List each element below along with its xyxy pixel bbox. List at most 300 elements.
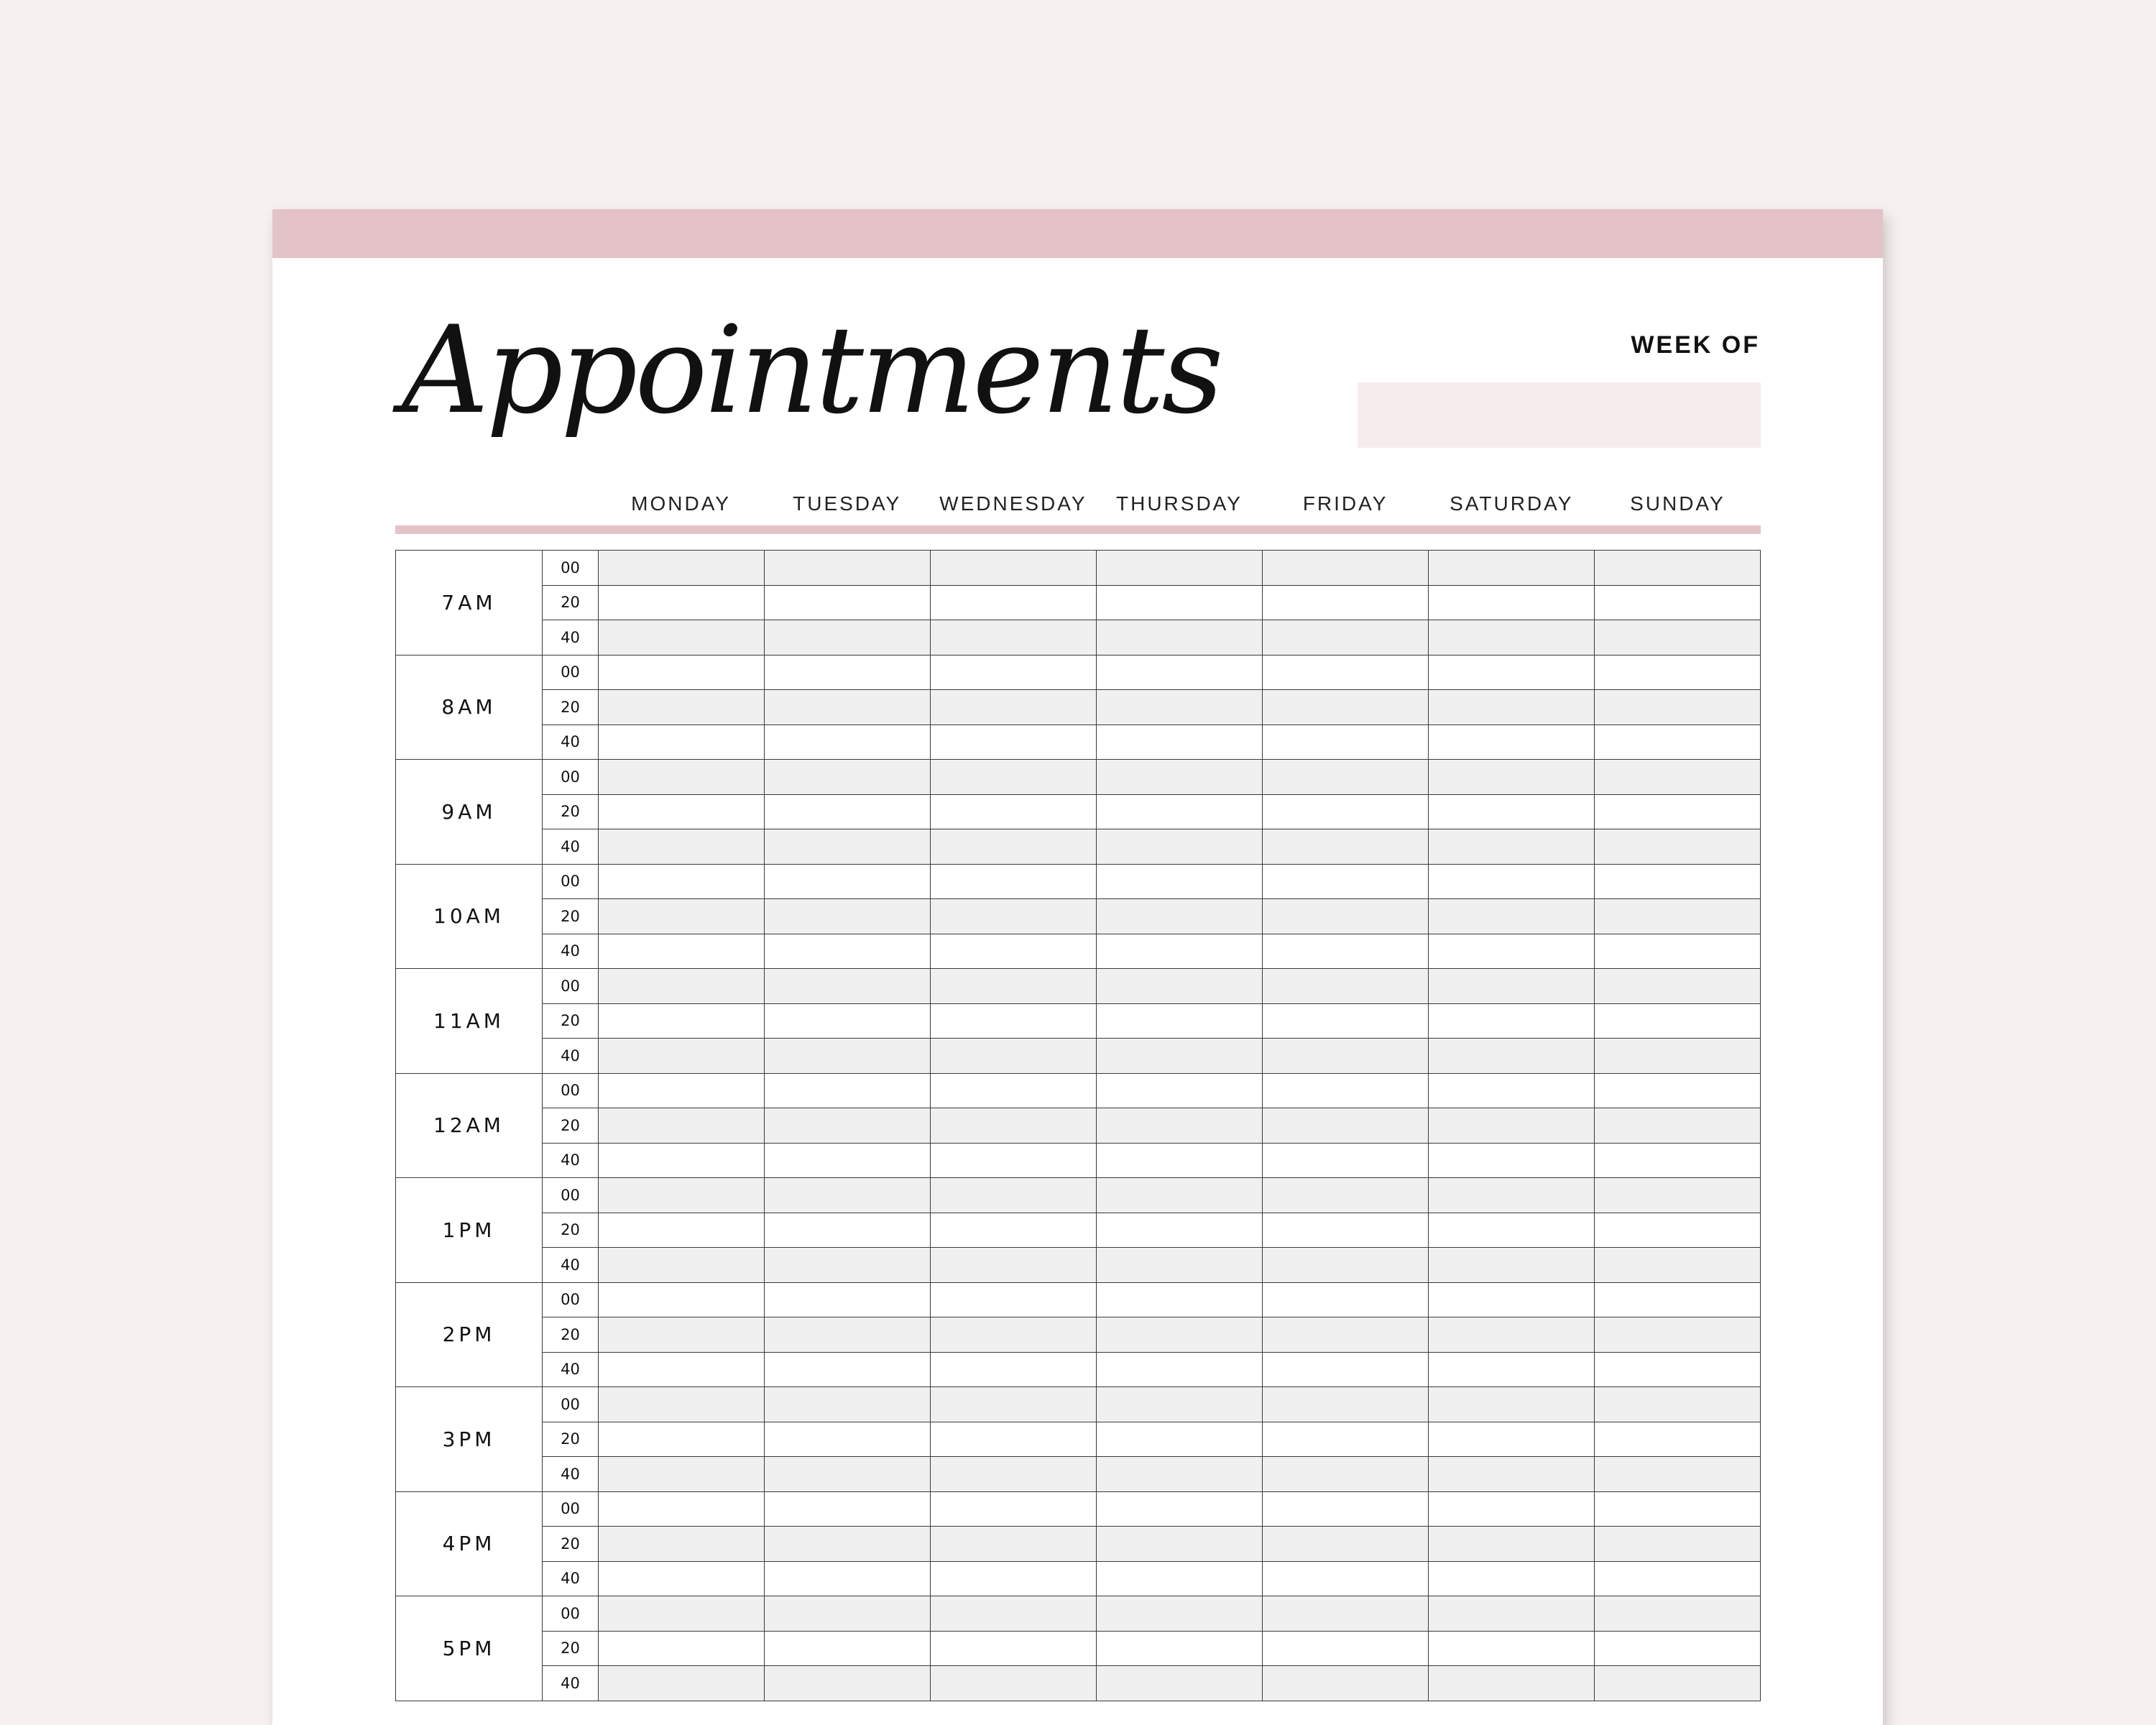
appointment-cell-tuesday[interactable] [765,794,931,829]
time-slot-row [396,1282,1761,1317]
appointment-cell-saturday[interactable] [1429,585,1595,620]
appointment-cell-wednesday[interactable] [931,1422,1097,1457]
appointment-cell-sunday[interactable] [1595,829,1761,865]
appointment-cell-monday[interactable] [599,1422,765,1457]
appointment-cell-monday[interactable] [599,1596,765,1632]
appointment-cell-monday[interactable] [599,1491,765,1527]
appointment-cell-tuesday[interactable] [765,1108,931,1144]
appointment-cell-thursday[interactable] [1097,1422,1263,1457]
appointment-cell-friday[interactable] [1263,1666,1429,1701]
time-slot-row [396,1317,1761,1353]
appointment-cell-monday[interactable] [599,620,765,656]
minute-label: 00 [543,1596,599,1632]
appointment-cell-friday[interactable] [1263,934,1429,969]
appointment-cell-thursday[interactable] [1097,1666,1263,1701]
hour-label: 4PM [396,1491,543,1596]
appointment-cell-friday[interactable] [1263,1527,1429,1562]
minute-label: 20 [543,1422,599,1457]
appointment-cell-saturday[interactable] [1429,1178,1595,1213]
appointment-cell-wednesday[interactable] [931,585,1097,620]
appointment-cell-tuesday[interactable] [765,1178,931,1213]
minute-label: 00 [543,655,599,690]
appointment-cell-wednesday[interactable] [931,1666,1097,1701]
appointment-cell-friday[interactable] [1263,760,1429,795]
minute-label: 00 [543,1387,599,1422]
appointment-cell-friday[interactable] [1263,1631,1429,1666]
time-slot-row [396,1073,1761,1108]
appointment-cell-monday[interactable] [599,934,765,969]
appointment-cell-monday[interactable] [599,1003,765,1039]
appointment-cell-friday[interactable] [1263,1352,1429,1387]
appointment-cell-friday[interactable] [1263,864,1429,899]
appointment-cell-thursday[interactable] [1097,724,1263,760]
appointment-cell-saturday[interactable] [1429,1213,1595,1248]
appointment-cell-friday[interactable] [1263,1143,1429,1178]
week-of-field[interactable] [1358,382,1761,448]
appointment-cell-friday[interactable] [1263,690,1429,725]
time-slot-row [396,655,1761,690]
appointment-cell-tuesday[interactable] [765,1143,931,1178]
appointment-cell-friday[interactable] [1263,899,1429,934]
appointment-cell-sunday[interactable] [1595,1666,1761,1701]
appointment-cell-thursday[interactable] [1097,655,1263,690]
appointment-cell-monday[interactable] [599,551,765,586]
appointment-cell-sunday[interactable] [1595,1527,1761,1562]
appointment-cell-monday[interactable] [599,1073,765,1108]
appointment-cell-sunday[interactable] [1595,585,1761,620]
appointment-cell-tuesday[interactable] [765,1352,931,1387]
appointment-cell-wednesday[interactable] [931,1387,1097,1422]
appointment-cell-thursday[interactable] [1097,1387,1263,1422]
appointment-cell-saturday[interactable] [1429,1631,1595,1666]
minute-label: 20 [543,690,599,725]
appointment-cell-sunday[interactable] [1595,690,1761,725]
appointment-cell-wednesday[interactable] [931,1178,1097,1213]
appointment-cell-monday[interactable] [599,1561,765,1596]
appointment-cell-wednesday[interactable] [931,969,1097,1004]
time-slot-row [396,1213,1761,1248]
appointment-cell-tuesday[interactable] [765,620,931,656]
appointment-cell-thursday[interactable] [1097,1003,1263,1039]
appointment-cell-tuesday[interactable] [765,1457,931,1492]
appointment-cell-tuesday[interactable] [765,1387,931,1422]
hour-label: 2PM [396,1282,543,1387]
appointment-cell-saturday[interactable] [1429,551,1595,586]
appointment-cell-friday[interactable] [1263,724,1429,760]
planner-sheet [272,209,1883,1725]
appointment-cell-saturday[interactable] [1429,1527,1595,1562]
appointment-cell-thursday[interactable] [1097,794,1263,829]
appointment-cell-tuesday[interactable] [765,1039,931,1074]
appointment-cell-tuesday[interactable] [765,1596,931,1632]
appointment-cell-tuesday[interactable] [765,1422,931,1457]
time-slot-row [396,1596,1761,1632]
appointment-cell-sunday[interactable] [1595,1143,1761,1178]
time-slot-row [396,1039,1761,1074]
appointment-cell-thursday[interactable] [1097,585,1263,620]
appointment-cell-sunday[interactable] [1595,1352,1761,1387]
appointment-cell-sunday[interactable] [1595,1039,1761,1074]
appointment-cell-thursday[interactable] [1097,620,1263,656]
minute-label: 00 [543,969,599,1004]
minute-label: 20 [543,1003,599,1039]
appointment-cell-sunday[interactable] [1595,1178,1761,1213]
time-slot-row [396,829,1761,865]
appointment-cell-wednesday[interactable] [931,1491,1097,1527]
appointment-cell-saturday[interactable] [1429,724,1595,760]
minute-label: 40 [543,1457,599,1492]
time-slot-row [396,1491,1761,1527]
minute-label: 40 [543,1352,599,1387]
minute-label: 00 [543,1178,599,1213]
minute-label: 20 [543,794,599,829]
appointment-cell-thursday[interactable] [1097,1352,1263,1387]
time-slot-row [396,899,1761,934]
appointment-cell-saturday[interactable] [1429,1003,1595,1039]
appointment-cell-thursday[interactable] [1097,934,1263,969]
appointment-cell-friday[interactable] [1263,1213,1429,1248]
appointment-cell-friday[interactable] [1263,1003,1429,1039]
day-header-row [598,484,1761,524]
appointment-cell-sunday[interactable] [1595,724,1761,760]
appointment-cell-wednesday[interactable] [931,934,1097,969]
page-title: Appointments [402,300,1221,441]
appointment-cell-sunday[interactable] [1595,899,1761,934]
appointment-cell-sunday[interactable] [1595,1631,1761,1666]
appointment-cell-monday[interactable] [599,1631,765,1666]
appointment-cell-friday[interactable] [1263,969,1429,1004]
appointment-cell-thursday[interactable] [1097,760,1263,795]
appointment-cell-saturday[interactable] [1429,1561,1595,1596]
appointment-cell-thursday[interactable] [1097,1491,1263,1527]
appointment-cell-sunday[interactable] [1595,1491,1761,1527]
appointment-cell-saturday[interactable] [1429,794,1595,829]
appointment-cell-friday[interactable] [1263,620,1429,656]
appointment-cell-sunday[interactable] [1595,969,1761,1004]
appointment-cell-tuesday[interactable] [765,1282,931,1317]
minute-label: 40 [543,934,599,969]
appointment-cell-sunday[interactable] [1595,934,1761,969]
appointment-cell-saturday[interactable] [1429,1039,1595,1074]
appointment-cell-friday[interactable] [1263,1457,1429,1492]
appointment-cell-monday[interactable] [599,1213,765,1248]
appointment-cell-friday[interactable] [1263,1422,1429,1457]
appointment-cell-sunday[interactable] [1595,1108,1761,1144]
appointment-cell-monday[interactable] [599,794,765,829]
appointment-cell-thursday[interactable] [1097,864,1263,899]
appointment-cell-sunday[interactable] [1595,551,1761,586]
appointment-cell-wednesday[interactable] [931,760,1097,795]
appointment-cell-thursday[interactable] [1097,1178,1263,1213]
hour-label: 3PM [396,1387,543,1492]
appointment-cell-thursday[interactable] [1097,1108,1263,1144]
appointment-cell-wednesday[interactable] [931,724,1097,760]
appointment-cell-thursday[interactable] [1097,1457,1263,1492]
appointment-cell-thursday[interactable] [1097,899,1263,934]
appointment-cell-sunday[interactable] [1595,760,1761,795]
minute-label: 20 [543,1317,599,1353]
appointment-cell-tuesday[interactable] [765,1561,931,1596]
appointment-cell-tuesday[interactable] [765,934,931,969]
appointment-cell-monday[interactable] [599,1108,765,1144]
appointment-cell-friday[interactable] [1263,1073,1429,1108]
appointment-cell-wednesday[interactable] [931,1213,1097,1248]
minute-label: 00 [543,760,599,795]
appointment-cell-saturday[interactable] [1429,1457,1595,1492]
appointment-cell-tuesday[interactable] [765,760,931,795]
appointment-cell-friday[interactable] [1263,794,1429,829]
appointment-cell-monday[interactable] [599,585,765,620]
minute-label: 00 [543,1073,599,1108]
appointment-cell-monday[interactable] [599,1143,765,1178]
day-sunday: SUNDAY [1630,492,1726,515]
time-slot-row [396,1108,1761,1144]
appointment-cell-monday[interactable] [599,1666,765,1701]
appointment-cell-tuesday[interactable] [765,690,931,725]
appointment-cell-saturday[interactable] [1429,1596,1595,1632]
appointment-cell-saturday[interactable] [1429,690,1595,725]
hour-label: 10AM [396,864,543,969]
appointment-cell-wednesday[interactable] [931,620,1097,656]
time-slot-row [396,1143,1761,1178]
appointment-cell-tuesday[interactable] [765,899,931,934]
appointment-cell-wednesday[interactable] [931,1561,1097,1596]
appointment-cell-friday[interactable] [1263,585,1429,620]
appointment-cell-sunday[interactable] [1595,1387,1761,1422]
appointment-cell-thursday[interactable] [1097,1561,1263,1596]
appointment-cell-tuesday[interactable] [765,1213,931,1248]
appointment-cell-friday[interactable] [1263,1108,1429,1144]
appointment-cell-wednesday[interactable] [931,551,1097,586]
appointment-cell-sunday[interactable] [1595,620,1761,656]
header-band [272,209,1883,258]
time-slot-row [396,969,1761,1004]
appointment-cell-thursday[interactable] [1097,1143,1263,1178]
week-of-label: WEEK OF [1631,331,1760,359]
appointment-cell-wednesday[interactable] [931,1596,1097,1632]
appointment-cell-friday[interactable] [1263,1039,1429,1074]
appointment-cell-saturday[interactable] [1429,1317,1595,1353]
appointment-cell-saturday[interactable] [1429,934,1595,969]
appointment-cell-tuesday[interactable] [765,1003,931,1039]
hour-label: 12AM [396,1073,543,1178]
time-slot-row [396,1248,1761,1283]
day-friday: FRIDAY [1302,492,1388,515]
appointment-cell-saturday[interactable] [1429,620,1595,656]
time-slot-row [396,724,1761,760]
appointment-cell-sunday[interactable] [1595,1282,1761,1317]
appointment-cell-tuesday[interactable] [765,1248,931,1283]
appointment-cell-saturday[interactable] [1429,864,1595,899]
appointment-cell-sunday[interactable] [1595,1317,1761,1353]
appointment-cell-tuesday[interactable] [765,829,931,865]
time-slot-row [396,760,1761,795]
appointment-cell-monday[interactable] [599,1317,765,1353]
appointment-cell-sunday[interactable] [1595,1422,1761,1457]
time-slot-row [396,1387,1761,1422]
appointment-cell-friday[interactable] [1263,829,1429,865]
appointment-cell-wednesday[interactable] [931,1143,1097,1178]
appointment-cell-sunday[interactable] [1595,655,1761,690]
time-slot-row [396,1178,1761,1213]
appointment-cell-thursday[interactable] [1097,829,1263,865]
appointment-cell-saturday[interactable] [1429,1073,1595,1108]
time-slot-row [396,551,1761,586]
appointment-cell-sunday[interactable] [1595,1248,1761,1283]
appointment-grid-body [396,551,1761,1701]
appointment-cell-tuesday[interactable] [765,724,931,760]
time-slot-row [396,1352,1761,1387]
minute-label: 20 [543,1108,599,1144]
appointment-cell-monday[interactable] [599,1387,765,1422]
minute-label: 40 [543,1666,599,1701]
appointment-cell-wednesday[interactable] [931,1457,1097,1492]
appointment-cell-wednesday[interactable] [931,794,1097,829]
appointment-cell-monday[interactable] [599,1352,765,1387]
appointment-cell-thursday[interactable] [1097,1596,1263,1632]
minute-label: 00 [543,864,599,899]
appointment-cell-monday[interactable] [599,969,765,1004]
appointment-cell-saturday[interactable] [1429,1143,1595,1178]
appointment-cell-sunday[interactable] [1595,1003,1761,1039]
appointment-cell-wednesday[interactable] [931,1108,1097,1144]
appointment-cell-thursday[interactable] [1097,690,1263,725]
appointment-cell-wednesday[interactable] [931,1039,1097,1074]
time-slot-row [396,1457,1761,1492]
day-saturday: SATURDAY [1450,492,1574,515]
appointment-cell-saturday[interactable] [1429,1387,1595,1422]
day-monday: MONDAY [631,492,731,515]
appointment-cell-sunday[interactable] [1595,1561,1761,1596]
appointment-cell-friday[interactable] [1263,655,1429,690]
appointment-cell-monday[interactable] [599,760,765,795]
appointment-cell-sunday[interactable] [1595,1596,1761,1632]
minute-label: 40 [543,620,599,656]
appointment-cell-tuesday[interactable] [765,1491,931,1527]
appointment-cell-saturday[interactable] [1429,1248,1595,1283]
appointment-cell-saturday[interactable] [1429,655,1595,690]
hour-label: 5PM [396,1596,543,1701]
appointment-cell-saturday[interactable] [1429,1352,1595,1387]
hour-label: 11AM [396,969,543,1074]
appointment-cell-wednesday[interactable] [931,1352,1097,1387]
time-slot-row [396,1527,1761,1562]
appointment-cell-saturday[interactable] [1429,1666,1595,1701]
appointment-cell-tuesday[interactable] [765,1631,931,1666]
day-tuesday: TUESDAY [793,492,902,515]
minute-label: 40 [543,1248,599,1283]
time-slot-row [396,690,1761,725]
appointment-cell-tuesday[interactable] [765,969,931,1004]
appointment-cell-tuesday[interactable] [765,1666,931,1701]
appointment-cell-saturday[interactable] [1429,1422,1595,1457]
appointment-cell-saturday[interactable] [1429,760,1595,795]
appointment-cell-monday[interactable] [599,1178,765,1213]
appointment-cell-tuesday[interactable] [765,1527,931,1562]
appointment-cell-monday[interactable] [599,899,765,934]
appointment-cell-sunday[interactable] [1595,794,1761,829]
appointment-cell-thursday[interactable] [1097,1282,1263,1317]
minute-label: 20 [543,585,599,620]
appointment-cell-friday[interactable] [1263,1317,1429,1353]
appointment-cell-friday[interactable] [1263,1596,1429,1632]
appointment-cell-tuesday[interactable] [765,864,931,899]
appointment-cell-saturday[interactable] [1429,1491,1595,1527]
appointment-cell-tuesday[interactable] [765,1073,931,1108]
appointment-cell-friday[interactable] [1263,1282,1429,1317]
appointment-cell-wednesday[interactable] [931,690,1097,725]
appointment-cell-wednesday[interactable] [931,1282,1097,1317]
appointment-cell-tuesday[interactable] [765,551,931,586]
appointment-cell-wednesday[interactable] [931,829,1097,865]
appointment-cell-wednesday[interactable] [931,655,1097,690]
appointment-cell-sunday[interactable] [1595,864,1761,899]
appointment-cell-wednesday[interactable] [931,1527,1097,1562]
appointment-cell-monday[interactable] [599,655,765,690]
appointment-cell-thursday[interactable] [1097,1073,1263,1108]
appointment-cell-friday[interactable] [1263,1561,1429,1596]
appointment-cell-saturday[interactable] [1429,829,1595,865]
header-divider [395,525,1761,534]
appointment-cell-saturday[interactable] [1429,1282,1595,1317]
appointment-cell-thursday[interactable] [1097,1527,1263,1562]
appointment-cell-monday[interactable] [599,1248,765,1283]
day-wednesday: WEDNESDAY [939,492,1087,515]
time-slot-row [396,1422,1761,1457]
appointment-cell-friday[interactable] [1263,1178,1429,1213]
appointment-cell-thursday[interactable] [1097,969,1263,1004]
appointment-cell-wednesday[interactable] [931,1248,1097,1283]
appointment-cell-wednesday[interactable] [931,1631,1097,1666]
appointment-cell-thursday[interactable] [1097,1213,1263,1248]
appointment-cell-saturday[interactable] [1429,969,1595,1004]
appointment-cell-sunday[interactable] [1595,1213,1761,1248]
appointment-cell-friday[interactable] [1263,1387,1429,1422]
appointment-cell-friday[interactable] [1263,1248,1429,1283]
appointment-cell-wednesday[interactable] [931,1003,1097,1039]
appointment-cell-tuesday[interactable] [765,1317,931,1353]
appointment-cell-wednesday[interactable] [931,864,1097,899]
appointment-cell-monday[interactable] [599,1039,765,1074]
appointment-cell-sunday[interactable] [1595,1073,1761,1108]
appointment-cell-monday[interactable] [599,829,765,865]
appointment-cell-wednesday[interactable] [931,1073,1097,1108]
appointment-cell-wednesday[interactable] [931,1317,1097,1353]
appointment-cell-thursday[interactable] [1097,1631,1263,1666]
appointment-cell-wednesday[interactable] [931,899,1097,934]
appointment-cell-sunday[interactable] [1595,1457,1761,1492]
minute-label: 20 [543,1527,599,1562]
appointment-cell-saturday[interactable] [1429,1108,1595,1144]
appointment-cell-monday[interactable] [599,724,765,760]
minute-label: 00 [543,1282,599,1317]
time-slot-row [396,864,1761,899]
appointment-cell-thursday[interactable] [1097,1317,1263,1353]
appointment-cell-monday[interactable] [599,1457,765,1492]
appointment-cell-tuesday[interactable] [765,655,931,690]
appointment-cell-monday[interactable] [599,1282,765,1317]
appointment-cell-saturday[interactable] [1429,899,1595,934]
appointment-cell-friday[interactable] [1263,1491,1429,1527]
appointment-cell-thursday[interactable] [1097,551,1263,586]
appointment-cell-monday[interactable] [599,864,765,899]
appointment-cell-monday[interactable] [599,690,765,725]
appointment-cell-thursday[interactable] [1097,1039,1263,1074]
appointment-cell-tuesday[interactable] [765,585,931,620]
appointment-cell-thursday[interactable] [1097,1248,1263,1283]
appointment-cell-monday[interactable] [599,1527,765,1562]
appointment-cell-friday[interactable] [1263,551,1429,586]
